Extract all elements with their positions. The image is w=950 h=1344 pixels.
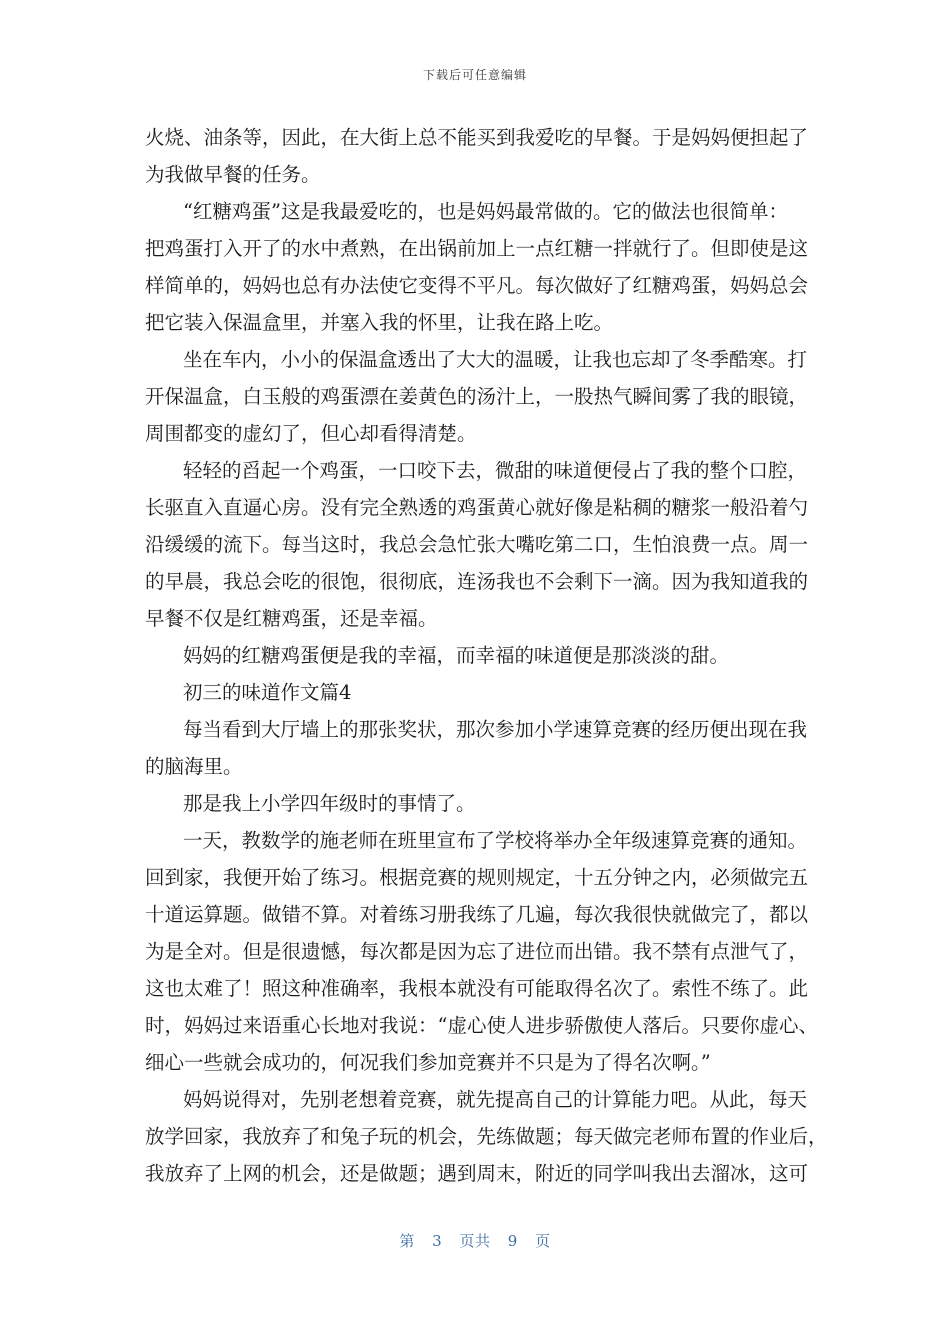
section-title: 初三的味道作文篇4	[183, 681, 352, 704]
paragraph-start: 坐在车内，小小的保温盒透出了大大的温暖，让我也忘却了冬季酷寒。打	[183, 348, 808, 371]
text-line: 回到家，我便开始了练习。根据竞赛的规则规定，十五分钟之内，必须做完五	[145, 866, 809, 889]
paragraph-start: 妈妈的红糖鸡蛋便是我的幸福，而幸福的味道便是那淡淡的甜。	[183, 644, 730, 667]
page-number: 第 3 页共 9 页	[399, 1232, 551, 1250]
text-line: 火烧、油条等，因此，在大街上总不能买到我爱吃的早餐。于是妈妈便担起了	[145, 126, 809, 149]
text-line: 把它装入保温盒里，并塞入我的怀里，让我在路上吃。	[145, 311, 614, 334]
paragraph-start: 那是我上小学四年级时的事情了。	[183, 792, 476, 815]
text-line: 为是全对。但是很遗憾，每次都是因为忘了进位而出错。我不禁有点泄气了，	[145, 940, 809, 963]
text-line: 时，妈妈过来语重心长地对我说：“虚心使人进步骄傲使人落后。只要你虚心、	[145, 1014, 818, 1037]
paragraph-start: 妈妈说得对，先别老想着竞赛，就先提高自己的计算能力吧。从此，每天	[183, 1088, 808, 1111]
text-line: 我放弃了上网的机会，还是做题；遇到周末，附近的同学叫我出去溜冰，这可	[145, 1162, 809, 1185]
text-line: 放学回家，我放弃了和兔子玩的机会，先练做题；每天做完老师布置的作业后，	[145, 1125, 828, 1148]
page-header: 下载后可任意编辑	[422, 68, 527, 82]
document-body	[145, 119, 828, 1192]
text-line: 细心一些就会成功的，何况我们参加竞赛并不只是为了得名次啊。”	[145, 1051, 711, 1074]
text-line: 开保温盒，白玉般的鸡蛋漂在姜黄色的汤汁上，一股热气瞬间雾了我的眼镜，	[145, 385, 809, 408]
text-line: 样简单的，妈妈也总有办法使它变得不平凡。每次做好了红糖鸡蛋，妈妈总会	[145, 274, 809, 297]
text-line: 十道运算题。做错不算。对着练习册我练了几遍，每次我很快就做完了，都以	[145, 903, 809, 926]
text-line: 早餐不仅是红糖鸡蛋，还是幸福。	[145, 607, 438, 630]
paragraph-start: 一天，教数学的施老师在班里宣布了学校将举办全年级速算竞赛的通知。	[183, 829, 808, 852]
text-line: 这也太难了！照这种准确率，我根本就没有可能取得名次了。索性不练了。此	[145, 977, 809, 1000]
text-line: 长驱直入直逼心房。没有完全熟透的鸡蛋黄心就好像是粘稠的糖浆一般沿着勺	[145, 496, 809, 519]
text-line: 的早晨，我总会吃的很饱，很彻底，连汤我也不会剩下一滴。因为我知道我的	[145, 570, 809, 593]
text-line: 周围都变的虚幻了，但心却看得清楚。	[145, 422, 477, 445]
text-line: 为我做早餐的任务。	[145, 163, 321, 186]
text-line: 沿缓缓的流下。每当这时，我总会急忙张大嘴吃第二口，生怕浪费一点。周一	[145, 533, 809, 556]
paragraph-start: 每当看到大厅墙上的那张奖状，那次参加小学速算竞赛的经历便出现在我	[183, 718, 808, 741]
paragraph-start: “红糖鸡蛋”这是我最爱吃的，也是妈妈最常做的。它的做法也很简单：	[183, 200, 788, 223]
text-line: 的脑海里。	[145, 755, 243, 778]
text-line: 把鸡蛋打入开了的水中煮熟，在出锅前加上一点红糖一拌就行了。但即使是这	[145, 237, 809, 260]
paragraph-start: 轻轻的舀起一个鸡蛋，一口咬下去，微甜的味道便侵占了我的整个口腔，	[183, 459, 808, 482]
